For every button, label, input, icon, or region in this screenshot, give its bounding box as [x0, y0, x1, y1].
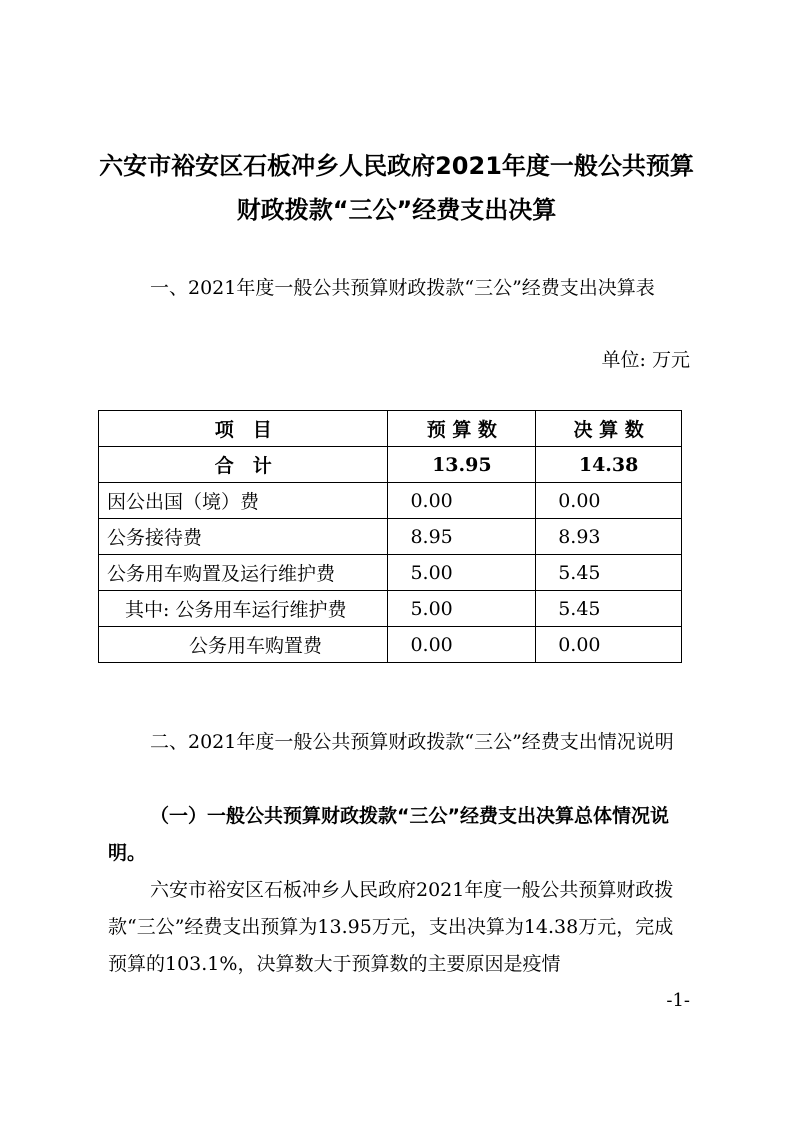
total-label: 合 计	[99, 447, 388, 483]
table-row	[99, 591, 682, 627]
header-item: 项 目	[99, 411, 388, 447]
doc-title-line1: 六安市裕安区石板冲乡人民政府2021年度一般公共预算	[99, 152, 694, 180]
row-budget: 8.95	[388, 519, 536, 555]
unit-label: 单位: 万元	[601, 349, 690, 371]
section2-heading: 二、2021年度一般公共预算财政拨款“三公”经费支出情况说明	[150, 731, 674, 753]
row-final: 5.45	[536, 555, 682, 591]
row-label: 其中: 公务用车运行维护费	[99, 591, 388, 627]
row-label: 因公出国（境）费	[99, 483, 388, 519]
row-budget: 5.00	[388, 555, 536, 591]
section1-heading: 一、2021年度一般公共预算财政拨款“三公”经费支出决算表	[150, 277, 655, 299]
expense-table	[98, 410, 682, 663]
row-label: 公务用车购置费	[99, 627, 388, 663]
row-budget: 0.00	[388, 483, 536, 519]
row-budget: 5.00	[388, 591, 536, 627]
table-header-row	[99, 411, 682, 447]
table-total-row	[99, 447, 682, 483]
row-budget: 0.00	[388, 627, 536, 663]
table-row	[99, 483, 682, 519]
header-budget: 预 算 数	[388, 411, 536, 447]
table-row	[99, 519, 682, 555]
total-final: 14.38	[536, 447, 682, 483]
doc-title-line2: 财政拨款“三公”经费支出决算	[236, 196, 557, 224]
page-number: -1-	[666, 990, 690, 1011]
row-final: 5.45	[536, 591, 682, 627]
row-final: 0.00	[536, 483, 682, 519]
table-row	[99, 627, 682, 663]
row-final: 0.00	[536, 627, 682, 663]
total-budget: 13.95	[388, 447, 536, 483]
header-final: 决 算 数	[536, 411, 682, 447]
row-label: 公务接待费	[99, 519, 388, 555]
row-label: 公务用车购置及运行维护费	[99, 555, 388, 591]
table-row	[99, 555, 682, 591]
body-paragraph: 六安市裕安区石板冲乡人民政府2021年度一般公共预算财政拨款“三公”经费支出预算为13.95万元，支出决算为14.38万元，完成预算的103.1%，决算数大于预算数的主要原因是疫情	[108, 879, 674, 975]
row-final: 8.93	[536, 519, 682, 555]
subsection1-heading: （一）一般公共预算财政拨款“三公”经费支出决算总体情况说明。	[108, 805, 669, 864]
